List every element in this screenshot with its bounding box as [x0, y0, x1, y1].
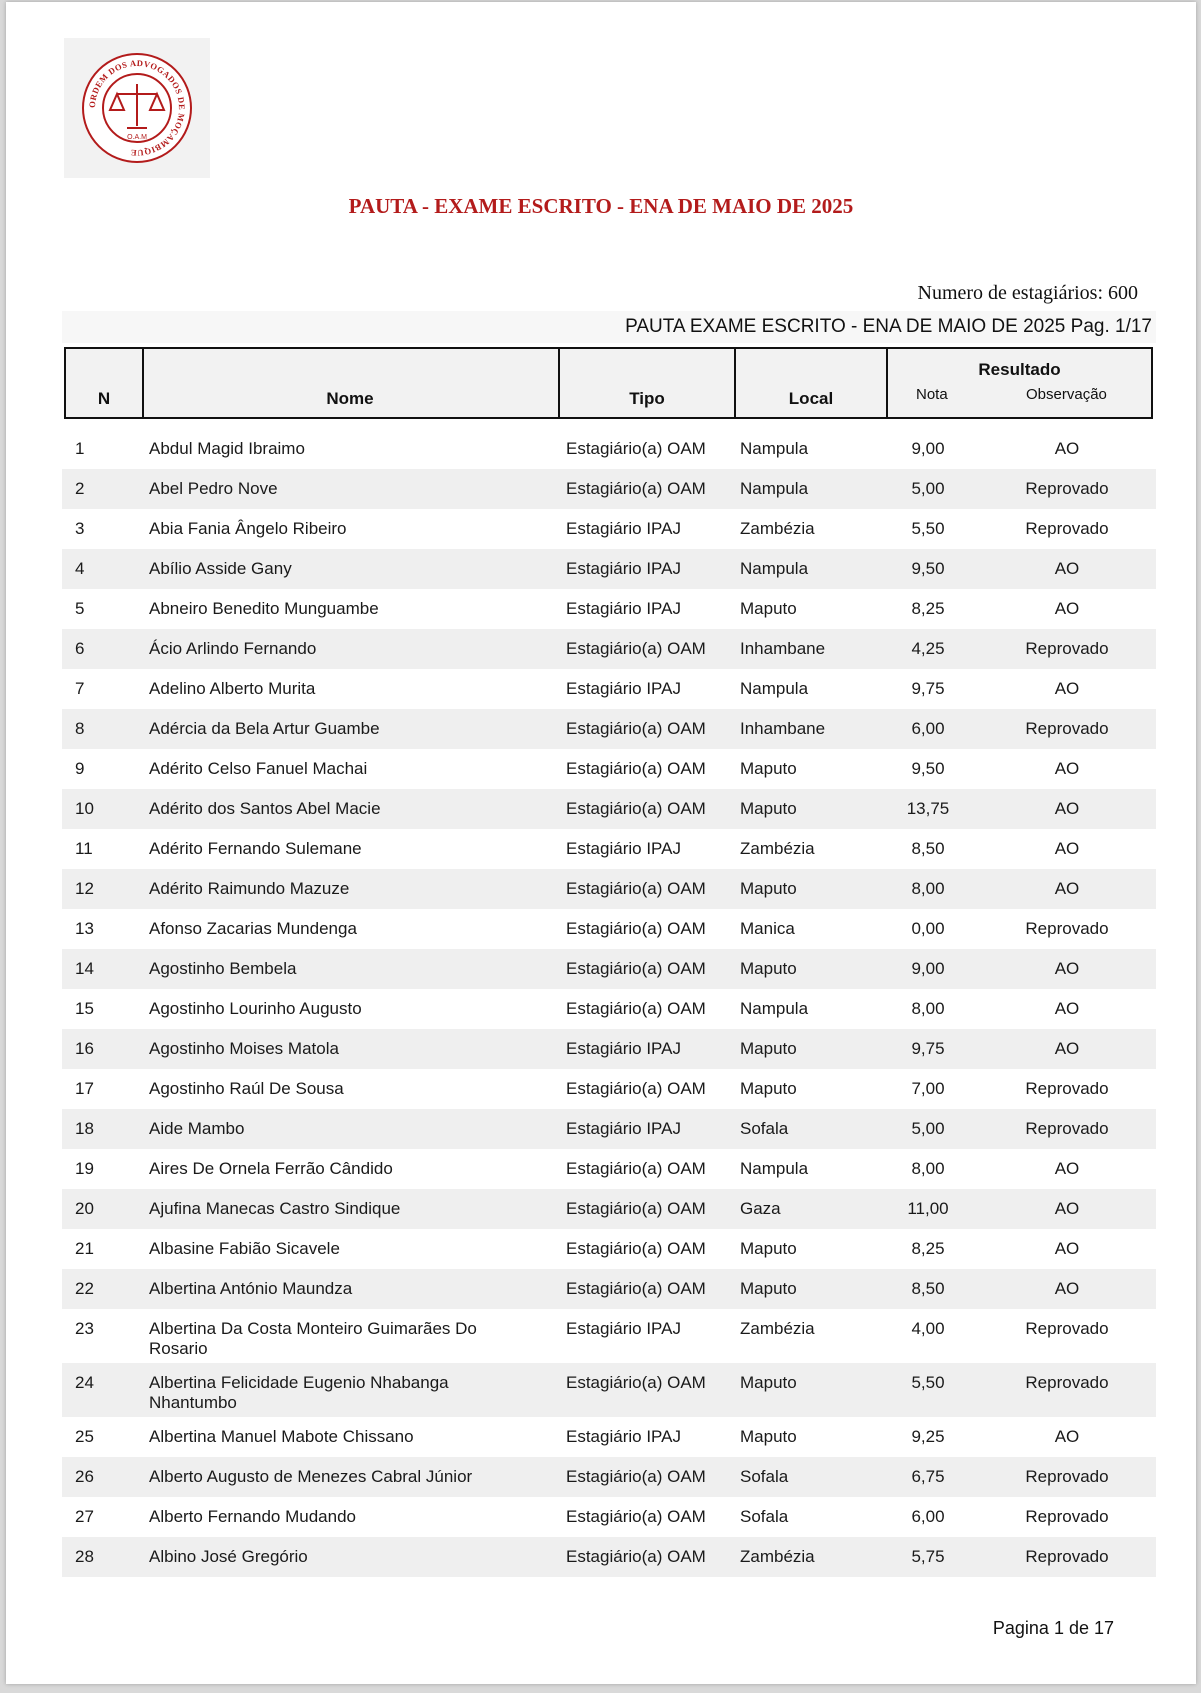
- row-observacao: AO: [1054, 1279, 1080, 1298]
- row-nome: Aide Mambo: [149, 1119, 245, 1138]
- table-row: [62, 709, 1156, 749]
- row-observacao: AO: [1054, 679, 1080, 698]
- row-observacao: Reprovado: [1025, 1373, 1109, 1392]
- row-nome: Albertina Da Costa Monteiro Guimarães Do Rosario: [149, 1319, 477, 1358]
- row-nome: Albertina Manuel Mabote Chissano: [149, 1427, 414, 1446]
- row-nota: 9,50: [911, 559, 945, 578]
- row-number: 12: [75, 879, 94, 898]
- row-local: Inhambane: [740, 719, 826, 738]
- header-resultado-title: Resultado: [978, 360, 1061, 379]
- row-observacao: AO: [1054, 1239, 1080, 1258]
- row-nota: 9,75: [911, 679, 945, 698]
- table-row: [62, 469, 1156, 509]
- row-local: Maputo: [740, 959, 797, 978]
- row-nome: Adelino Alberto Murita: [149, 679, 316, 698]
- logo-abbrev: O.A.M: [127, 134, 147, 141]
- row-number: 8: [75, 719, 85, 738]
- row-tipo: Estagiário IPAJ: [566, 839, 681, 858]
- table-row: [62, 1229, 1156, 1269]
- row-nome: Agostinho Moises Matola: [149, 1039, 339, 1058]
- row-local: Maputo: [740, 1239, 797, 1258]
- row-local: Nampula: [740, 679, 809, 698]
- table-row: [62, 1497, 1156, 1537]
- row-nota: 5,75: [911, 1547, 945, 1566]
- row-nome: Agostinho Bembela: [149, 959, 297, 978]
- logo-ring-text: ORDEM DOS ADVOGADOS DE MOÇAMBIQUE: [86, 57, 188, 159]
- row-local: Nampula: [740, 999, 809, 1018]
- table-row: [62, 1537, 1156, 1577]
- document-title: PAUTA - EXAME ESCRITO - ENA DE MAIO DE 2025: [348, 194, 854, 218]
- row-nome: Abia Fania Ângelo Ribeiro: [149, 519, 347, 538]
- row-nota: 8,00: [911, 1159, 945, 1178]
- table-header: [64, 347, 1153, 419]
- row-observacao: Reprovado: [1025, 1079, 1109, 1098]
- table-row: [62, 1189, 1156, 1229]
- row-observacao: AO: [1054, 1199, 1080, 1218]
- row-tipo: Estagiário(a) OAM: [566, 1239, 706, 1258]
- table-row: [62, 1457, 1156, 1497]
- row-local: Maputo: [740, 1039, 797, 1058]
- row-number: 17: [75, 1079, 94, 1098]
- row-nota: 13,75: [906, 799, 950, 818]
- row-local: Inhambane: [740, 639, 826, 658]
- row-observacao: Reprovado: [1025, 1119, 1109, 1138]
- row-tipo: Estagiário IPAJ: [566, 1427, 681, 1446]
- row-nome: Albertina António Maundza: [149, 1279, 353, 1298]
- page-footer: Pagina 1 de 17: [992, 1618, 1114, 1638]
- table-row: [62, 589, 1156, 629]
- row-observacao: AO: [1054, 1039, 1080, 1058]
- row-number: 10: [75, 799, 94, 818]
- table-row: [62, 1363, 1156, 1417]
- row-nome: Adérito Fernando Sulemane: [149, 839, 362, 858]
- row-number: 21: [75, 1239, 94, 1258]
- row-nota: 4,00: [911, 1319, 945, 1338]
- row-nome: Adérito dos Santos Abel Macie: [149, 799, 381, 818]
- trainee-count: Numero de estagiários: 600: [917, 282, 1138, 304]
- table-row: [62, 509, 1156, 549]
- row-number: 11: [75, 839, 93, 858]
- row-number: 24: [75, 1373, 94, 1392]
- table-row: [62, 829, 1156, 869]
- row-tipo: Estagiário(a) OAM: [566, 1279, 706, 1298]
- row-tipo: Estagiário(a) OAM: [566, 719, 706, 738]
- row-nota: 8,50: [911, 839, 945, 858]
- row-number: 2: [75, 479, 85, 498]
- row-local: Maputo: [740, 599, 797, 618]
- row-observacao: AO: [1054, 999, 1080, 1018]
- table-row: [62, 909, 1156, 949]
- table-row: [62, 429, 1156, 469]
- header-local: Local: [736, 349, 888, 417]
- oam-logo: [64, 38, 210, 178]
- row-number: 7: [75, 679, 85, 698]
- row-nome: Aires De Ornela Ferrão Cândido: [149, 1159, 393, 1178]
- row-local: Nampula: [740, 559, 809, 578]
- row-nota: 9,00: [911, 439, 945, 458]
- page-subheader: [62, 311, 1156, 343]
- table-row: [62, 749, 1156, 789]
- row-nota: 5,00: [911, 479, 945, 498]
- row-nota: 0,00: [911, 919, 945, 938]
- row-nota: 7,00: [911, 1079, 945, 1098]
- row-number: 19: [75, 1159, 94, 1178]
- row-nome: Adérito Celso Fanuel Machai: [149, 759, 368, 778]
- row-local: Maputo: [740, 879, 797, 898]
- row-observacao: AO: [1054, 759, 1080, 778]
- row-nome: Agostinho Lourinho Augusto: [149, 999, 362, 1018]
- row-local: Sofala: [740, 1507, 789, 1526]
- row-nota: 8,50: [911, 1279, 945, 1298]
- row-local: Nampula: [740, 1159, 809, 1178]
- row-tipo: Estagiário(a) OAM: [566, 639, 706, 658]
- document-page: [6, 2, 1196, 1684]
- header-observacao: Observação: [1026, 386, 1107, 403]
- row-observacao: Reprovado: [1025, 639, 1109, 658]
- row-number: 23: [75, 1319, 94, 1338]
- row-local: Maputo: [740, 1079, 797, 1098]
- row-number: 18: [75, 1119, 94, 1138]
- row-nota: 8,00: [911, 999, 945, 1018]
- row-nome: Adércia da Bela Artur Guambe: [149, 719, 380, 738]
- row-observacao: Reprovado: [1025, 919, 1109, 938]
- row-tipo: Estagiário(a) OAM: [566, 999, 706, 1018]
- row-tipo: Estagiário IPAJ: [566, 599, 681, 618]
- header-nota: Nota: [916, 386, 948, 403]
- row-tipo: Estagiário IPAJ: [566, 1039, 681, 1058]
- row-local: Nampula: [740, 439, 809, 458]
- row-nome: Abdul Magid Ibraimo: [149, 439, 305, 458]
- row-nome: Ácio Arlindo Fernando: [149, 639, 317, 658]
- row-nota: 4,25: [911, 639, 945, 658]
- row-nome: Adérito Raimundo Mazuze: [149, 879, 350, 898]
- row-observacao: Reprovado: [1025, 1467, 1109, 1486]
- row-tipo: Estagiário(a) OAM: [566, 1159, 706, 1178]
- row-nota: 5,50: [911, 1373, 945, 1392]
- results-table-body: [62, 429, 1156, 1577]
- table-row: [62, 1309, 1156, 1363]
- table-row: [62, 949, 1156, 989]
- table-row: [62, 1417, 1156, 1457]
- row-local: Gaza: [740, 1199, 781, 1218]
- row-tipo: Estagiário(a) OAM: [566, 919, 706, 938]
- row-observacao: AO: [1054, 879, 1080, 898]
- row-tipo: Estagiário IPAJ: [566, 1319, 681, 1338]
- row-observacao: AO: [1054, 959, 1080, 978]
- row-nome: Alberto Fernando Mudando: [149, 1507, 356, 1526]
- row-nota: 6,75: [911, 1467, 945, 1486]
- row-number: 13: [75, 919, 94, 938]
- row-nome: Abel Pedro Nove: [149, 479, 278, 498]
- row-nota: 8,00: [911, 879, 945, 898]
- table-row: [62, 1149, 1156, 1189]
- row-number: 3: [75, 519, 85, 538]
- row-local: Maputo: [740, 799, 797, 818]
- header-resultado: [888, 349, 1151, 417]
- row-nota: 5,50: [911, 519, 945, 538]
- row-nota: 9,25: [911, 1427, 945, 1446]
- row-number: 4: [75, 559, 85, 578]
- row-local: Zambézia: [740, 839, 815, 858]
- row-nota: 9,75: [911, 1039, 945, 1058]
- row-number: 27: [75, 1507, 94, 1526]
- row-tipo: Estagiário(a) OAM: [566, 1079, 706, 1098]
- table-row: [62, 789, 1156, 829]
- row-tipo: Estagiário(a) OAM: [566, 479, 706, 498]
- row-number: 25: [75, 1427, 94, 1446]
- row-nota: 6,00: [911, 719, 945, 738]
- row-local: Zambézia: [740, 519, 815, 538]
- row-nota: 11,00: [907, 1199, 949, 1218]
- header-nome: Nome: [142, 349, 560, 417]
- table-row: [62, 1109, 1156, 1149]
- row-tipo: Estagiário IPAJ: [566, 1119, 681, 1138]
- row-observacao: Reprovado: [1025, 1507, 1109, 1526]
- row-local: Zambézia: [740, 1547, 815, 1566]
- row-nota: 9,50: [911, 759, 945, 778]
- row-nota: 8,25: [911, 1239, 945, 1258]
- table-row: [62, 989, 1156, 1029]
- row-number: 14: [75, 959, 94, 978]
- row-local: Manica: [740, 919, 795, 938]
- table-row: [62, 1269, 1156, 1309]
- row-number: 1: [75, 439, 85, 458]
- row-local: Maputo: [740, 1279, 797, 1298]
- row-observacao: AO: [1054, 1159, 1080, 1178]
- table-row: [62, 1069, 1156, 1109]
- row-number: 9: [75, 759, 85, 778]
- row-tipo: Estagiário(a) OAM: [566, 879, 706, 898]
- row-tipo: Estagiário(a) OAM: [566, 1507, 706, 1526]
- row-observacao: AO: [1054, 439, 1080, 458]
- row-number: 28: [75, 1547, 94, 1566]
- row-nome: Ajufina Manecas Castro Sindique: [149, 1199, 401, 1218]
- table-row: [62, 629, 1156, 669]
- row-observacao: AO: [1054, 599, 1080, 618]
- row-local: Maputo: [740, 759, 797, 778]
- row-observacao: AO: [1054, 559, 1080, 578]
- row-tipo: Estagiário(a) OAM: [566, 799, 706, 818]
- row-number: 20: [75, 1199, 94, 1218]
- row-number: 16: [75, 1039, 94, 1058]
- row-local: Nampula: [740, 479, 809, 498]
- row-tipo: Estagiário(a) OAM: [566, 759, 706, 778]
- row-nome: Alberto Augusto de Menezes Cabral Júnior: [149, 1467, 473, 1486]
- row-observacao: Reprovado: [1025, 519, 1109, 538]
- row-tipo: Estagiário IPAJ: [566, 559, 681, 578]
- row-nome: Abneiro Benedito Munguambe: [149, 599, 379, 618]
- row-number: 22: [75, 1279, 94, 1298]
- row-tipo: Estagiário IPAJ: [566, 679, 681, 698]
- row-tipo: Estagiário IPAJ: [566, 519, 681, 538]
- table-row: [62, 549, 1156, 589]
- row-observacao: Reprovado: [1025, 479, 1109, 498]
- row-tipo: Estagiário(a) OAM: [566, 1199, 706, 1218]
- row-tipo: Estagiário(a) OAM: [566, 1467, 706, 1486]
- row-nome: Albino José Gregório: [149, 1547, 308, 1566]
- row-local: Sofala: [740, 1467, 789, 1486]
- row-observacao: Reprovado: [1025, 719, 1109, 738]
- row-local: Maputo: [740, 1427, 797, 1446]
- row-observacao: AO: [1054, 839, 1080, 858]
- table-row: [62, 669, 1156, 709]
- row-nota: 6,00: [911, 1507, 945, 1526]
- header-tipo: Tipo: [560, 349, 736, 417]
- row-number: 6: [75, 639, 85, 658]
- table-row: [62, 869, 1156, 909]
- row-number: 26: [75, 1467, 94, 1486]
- header-n: N: [66, 349, 144, 417]
- row-tipo: Estagiário(a) OAM: [566, 1373, 706, 1392]
- row-local: Maputo: [740, 1373, 797, 1392]
- row-tipo: Estagiário(a) OAM: [566, 959, 706, 978]
- row-tipo: Estagiário(a) OAM: [566, 1547, 706, 1566]
- row-observacao: AO: [1054, 799, 1080, 818]
- row-observacao: AO: [1054, 1427, 1080, 1446]
- row-number: 5: [75, 599, 85, 618]
- row-nome: Albasine Fabião Sicavele: [149, 1239, 340, 1258]
- table-row: [62, 1029, 1156, 1069]
- row-nota: 5,00: [911, 1119, 945, 1138]
- row-nome: Agostinho Raúl De Sousa: [149, 1079, 344, 1098]
- row-observacao: Reprovado: [1025, 1319, 1109, 1338]
- row-local: Zambézia: [740, 1319, 815, 1338]
- row-local: Sofala: [740, 1119, 789, 1138]
- row-nota: 8,25: [911, 599, 945, 618]
- row-nome: Afonso Zacarias Mundenga: [149, 919, 357, 938]
- row-nome: Albertina Felicidade Eugenio Nhabanga Nhantumbo: [149, 1373, 449, 1412]
- row-tipo: Estagiário(a) OAM: [566, 439, 706, 458]
- row-observacao: Reprovado: [1025, 1547, 1109, 1566]
- page-subheader-text: PAUTA EXAME ESCRITO - ENA DE MAIO DE 2025 Pag. 1/17: [625, 316, 1152, 337]
- row-nota: 9,00: [911, 959, 945, 978]
- row-nome: Abílio Asside Gany: [149, 559, 292, 578]
- row-number: 15: [75, 999, 94, 1018]
